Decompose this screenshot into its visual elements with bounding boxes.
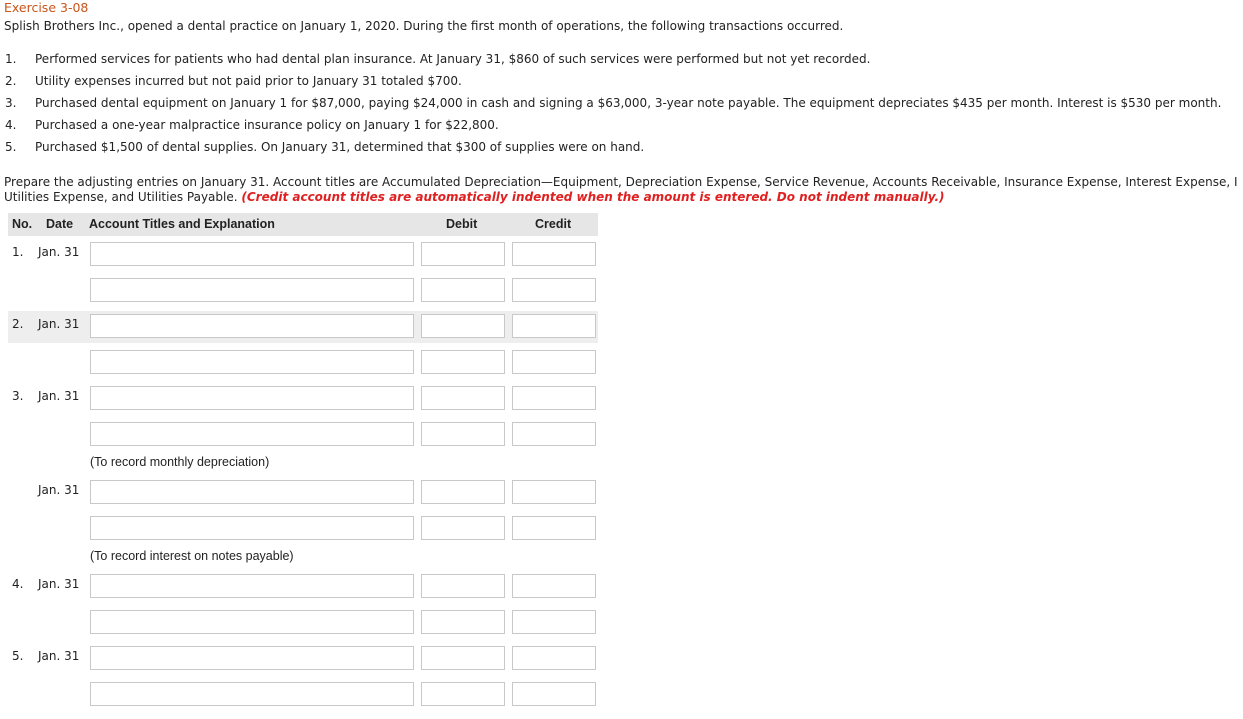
entry-date: Jan. 31 xyxy=(38,389,80,403)
header-no: No. xyxy=(12,217,33,231)
account-title-input[interactable] xyxy=(90,422,414,446)
entry-date: Jan. 31 xyxy=(38,649,80,663)
account-title-input[interactable] xyxy=(90,350,414,374)
entry-number: 1. xyxy=(12,245,24,259)
entry-date: Jan. 31 xyxy=(38,245,80,259)
debit-input[interactable] xyxy=(421,242,505,266)
entry-explanation: (To record monthly depreciation) xyxy=(90,455,270,469)
entry-date: Jan. 31 xyxy=(38,317,80,331)
credit-input[interactable] xyxy=(512,278,596,302)
entry-date: Jan. 31 xyxy=(38,483,80,497)
debit-input[interactable] xyxy=(421,278,505,302)
debit-input[interactable] xyxy=(421,350,505,374)
account-title-input[interactable] xyxy=(90,278,414,302)
account-title-input[interactable] xyxy=(90,516,414,540)
entry-number: 3. xyxy=(12,389,24,403)
debit-input[interactable] xyxy=(421,422,505,446)
debit-input[interactable] xyxy=(421,610,505,634)
debit-input[interactable] xyxy=(421,682,505,706)
journal-table-header xyxy=(8,213,598,236)
account-title-input[interactable] xyxy=(90,314,414,338)
credit-input[interactable] xyxy=(512,610,596,634)
entry-number: 2. xyxy=(12,317,24,331)
credit-input[interactable] xyxy=(512,386,596,410)
account-title-input[interactable] xyxy=(90,682,414,706)
account-title-input[interactable] xyxy=(90,646,414,670)
credit-input[interactable] xyxy=(512,350,596,374)
transaction-text: Utility expenses incurred but not paid prior to January 31 totaled $700. xyxy=(35,74,462,88)
instructions-prefix: Utilities Expense, and Utilities Payable. xyxy=(4,190,238,204)
account-title-input[interactable] xyxy=(90,574,414,598)
credit-input[interactable] xyxy=(512,480,596,504)
transaction-text: Purchased a one-year malpractice insurance policy on January 1 for $22,800. xyxy=(35,118,499,132)
intro-text: Splish Brothers Inc., opened a dental practice on January 1, 2020. During the first month of operations, the following transactions occurred. xyxy=(4,19,844,33)
transaction-number: 3. xyxy=(5,96,17,110)
transaction-number: 2. xyxy=(5,74,17,88)
entry-number: 5. xyxy=(12,649,24,663)
account-title-input[interactable] xyxy=(90,242,414,266)
transaction-text: Purchased dental equipment on January 1 for $87,000, paying $24,000 in cash and signing a $63,000, 3-year note payable. The equipment depreciates $435 per month. Interest is $530 per month. xyxy=(35,96,1222,110)
entry-number: 4. xyxy=(12,577,24,591)
transaction-text: Performed services for patients who had dental plan insurance. At January 31, $860 of such services were performed but not yet recorded. xyxy=(35,52,871,66)
instructions xyxy=(4,175,1243,205)
exercise-title: Exercise 3-08 xyxy=(4,0,89,15)
transaction-number: 1. xyxy=(5,52,17,66)
credit-input[interactable] xyxy=(512,516,596,540)
account-title-input[interactable] xyxy=(90,610,414,634)
transaction-number: 5. xyxy=(5,140,17,154)
header-account: Account Titles and Explanation xyxy=(89,217,275,231)
entry-date: Jan. 31 xyxy=(38,577,80,591)
credit-input[interactable] xyxy=(512,422,596,446)
account-title-input[interactable] xyxy=(90,480,414,504)
instructions-note: (Credit account titles are automatically indented when the amount is entered. Do not indent manually.) xyxy=(241,190,945,204)
debit-input[interactable] xyxy=(421,314,505,338)
debit-input[interactable] xyxy=(421,386,505,410)
instructions-line-2 xyxy=(4,190,1243,205)
account-title-input[interactable] xyxy=(90,386,414,410)
instructions-line-1: Prepare the adjusting entries on January 31. Account titles are Accumulated Depreciation—Equipment, Depreciation Expense, Service Revenue, Accounts Receivable, Insurance Expense, Interest Expense, I xyxy=(4,175,1238,189)
debit-input[interactable] xyxy=(421,480,505,504)
credit-input[interactable] xyxy=(512,682,596,706)
transaction-text: Purchased $1,500 of dental supplies. On January 31, determined that $300 of supplies were on hand. xyxy=(35,140,645,154)
debit-input[interactable] xyxy=(421,574,505,598)
credit-input[interactable] xyxy=(512,314,596,338)
debit-input[interactable] xyxy=(421,516,505,540)
entry-explanation: (To record interest on notes payable) xyxy=(90,549,294,563)
header-debit: Debit xyxy=(446,217,478,231)
header-credit: Credit xyxy=(535,217,572,231)
credit-input[interactable] xyxy=(512,574,596,598)
debit-input[interactable] xyxy=(421,646,505,670)
header-date: Date xyxy=(46,217,74,231)
credit-input[interactable] xyxy=(512,242,596,266)
transaction-number: 4. xyxy=(5,118,17,132)
credit-input[interactable] xyxy=(512,646,596,670)
